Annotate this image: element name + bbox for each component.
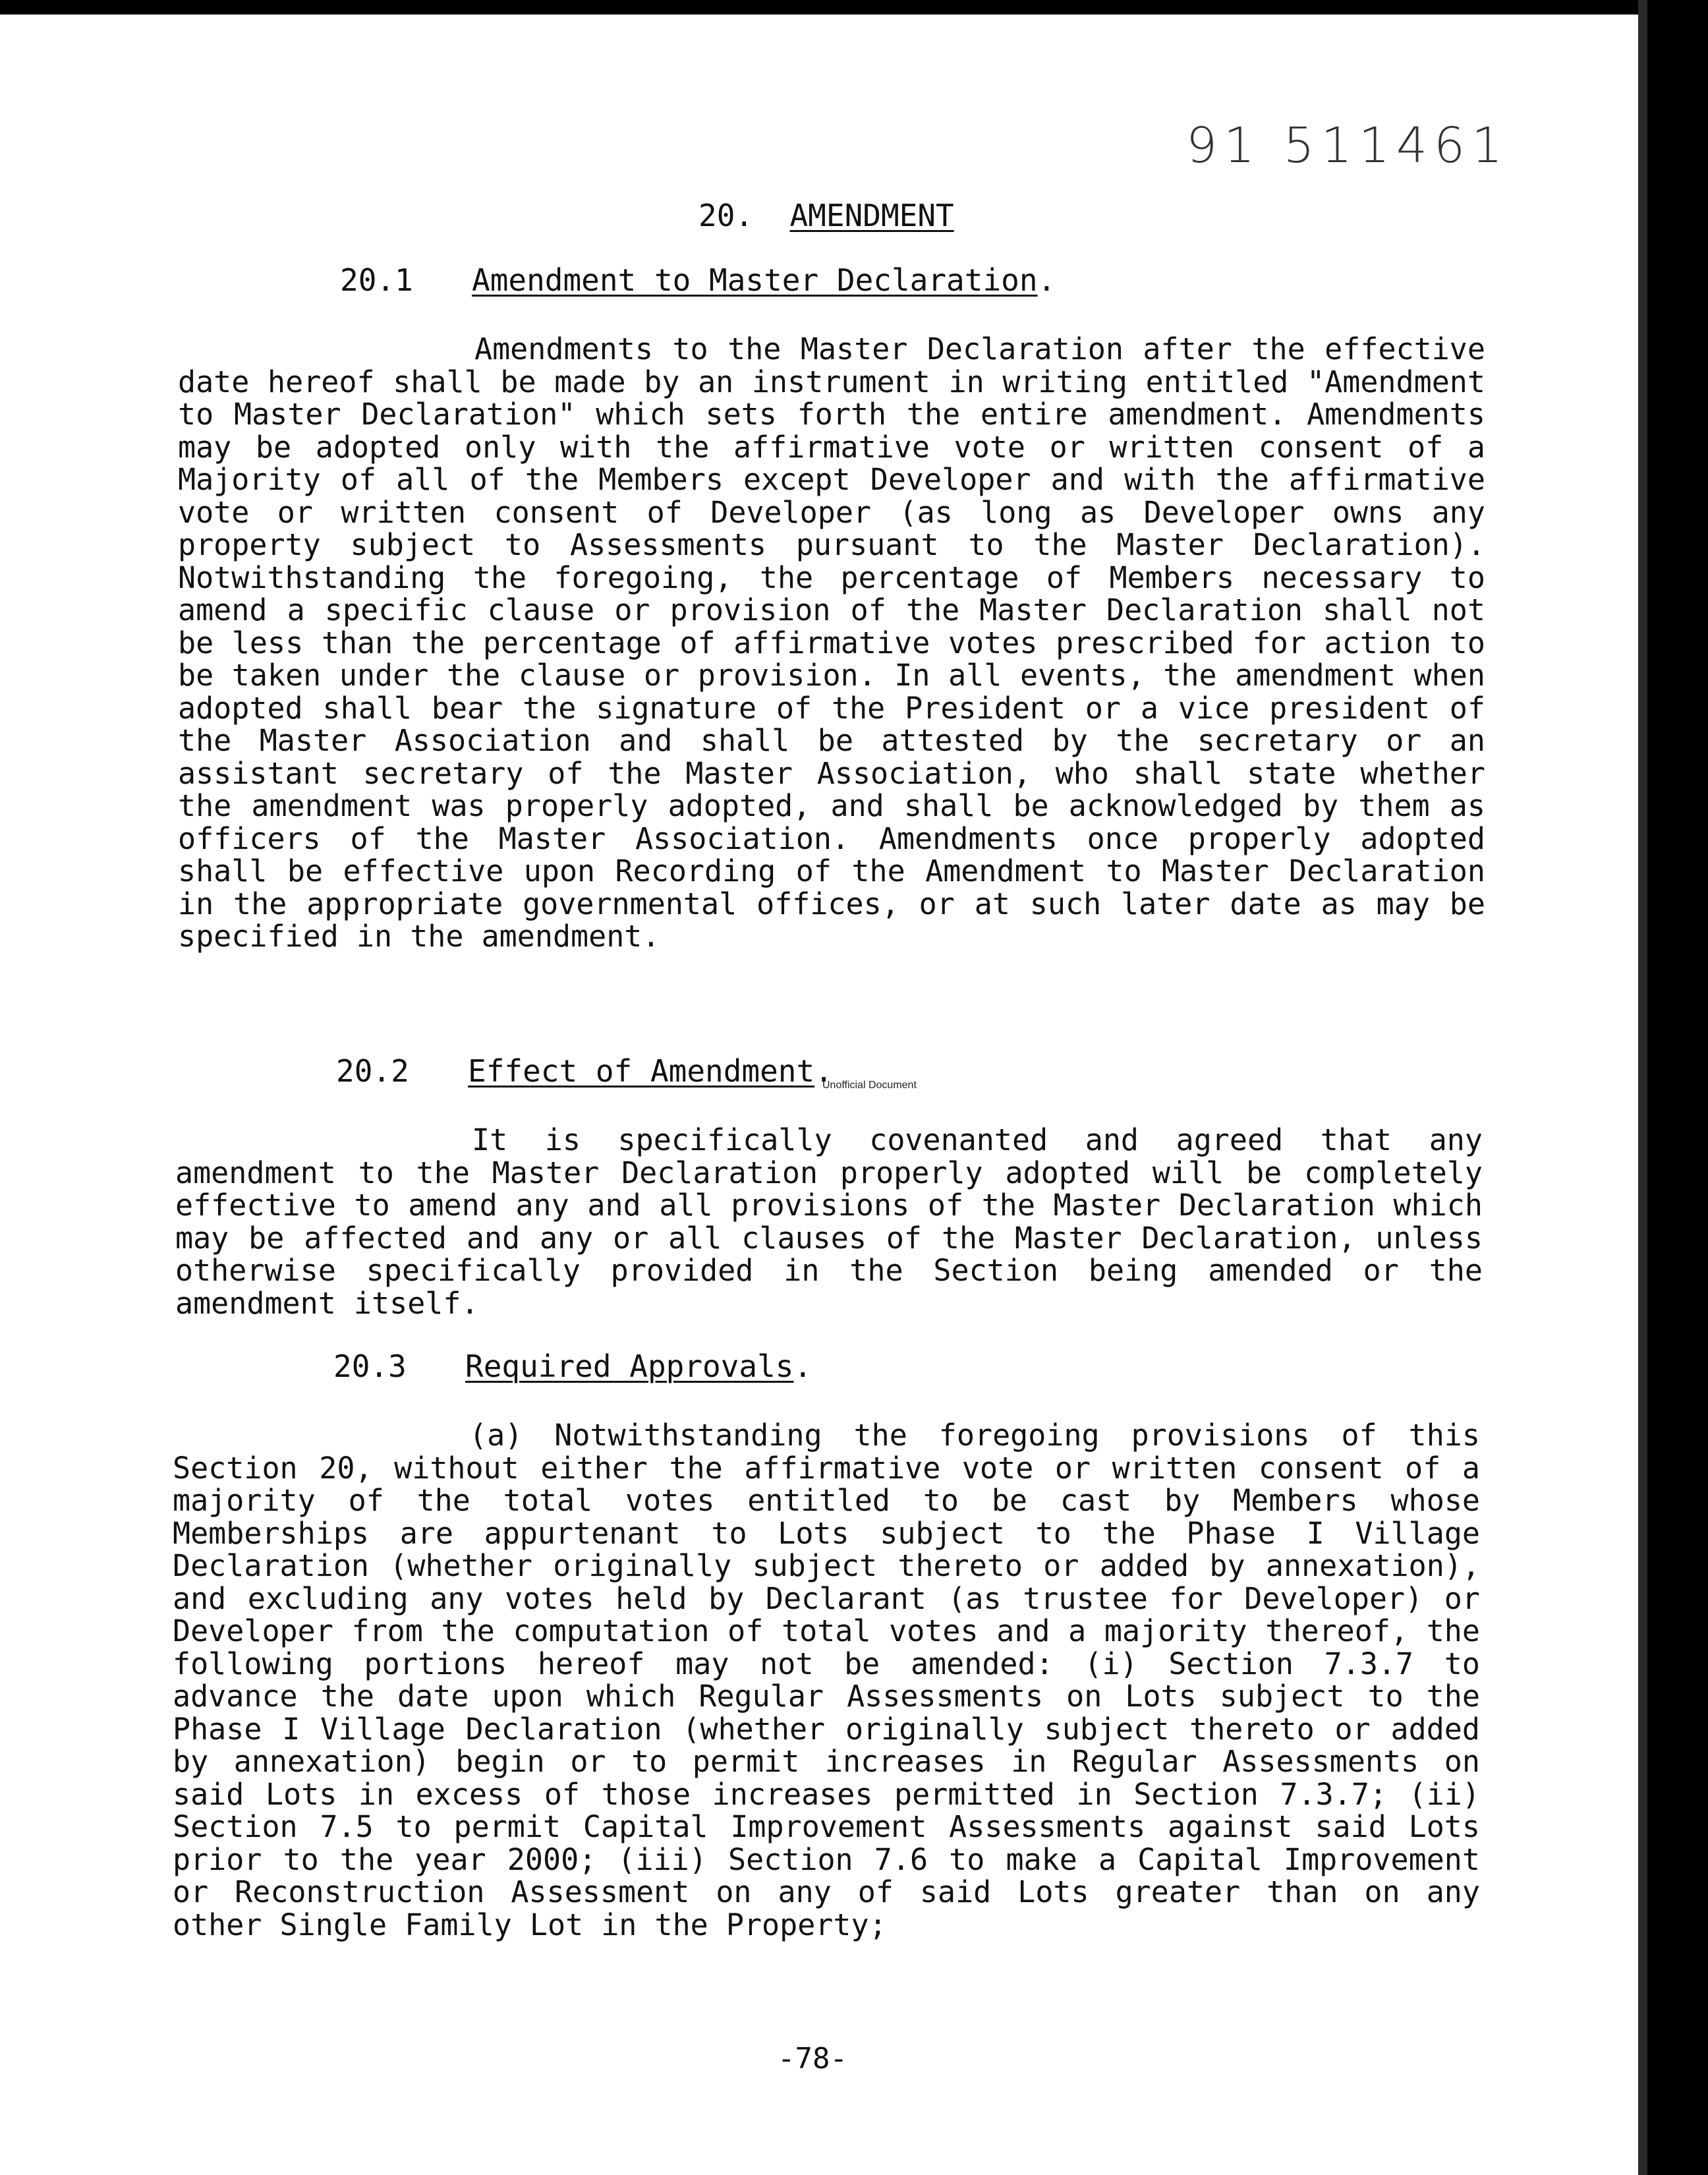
subsection-title: Effect of Amendment [468,1053,815,1089]
subsection-number: 20.1 [340,262,413,298]
paragraph-text: It is specifically covenanted and agreed that any amendment to the Master Declaration properly adopted will be completely effective to amend any and all provisions of the Master Declaration which may be affected and any or all clauses of the Master Declaration, unless otherwise specifically provided in the Section being amended or the amendment itself. [175,1122,1483,1321]
scan-border-right-shadow [1638,0,1647,2175]
subsection-heading-20-1: 20.1 Amendment to Master Declaration. [340,262,1056,298]
document-number: 91 511461 [1186,117,1510,174]
scan-border-right [1647,0,1708,2175]
subsection-title: Required Approvals [465,1348,794,1384]
page-number: -78- [778,2042,847,2075]
section-title: AMENDMENT [789,198,954,233]
paragraph-20-1 [178,333,1485,953]
scan-border-top [0,0,1708,14]
paragraph-20-2 [175,1124,1483,1320]
subsection-title: Amendment to Master Declaration [472,262,1038,298]
subsection-number: 20.3 [333,1348,407,1384]
paragraph-20-3 [173,1419,1480,1941]
subsection-heading-20-3: 20.3 Required Approvals. [333,1348,812,1384]
watermark-label: Unofficial Document [822,1080,917,1091]
subsection-number: 20.2 [336,1053,409,1089]
section-number: 20. [698,198,754,233]
subsection-heading-20-2: 20.2 Effect of Amendment. [336,1053,833,1089]
paragraph-text: (a) Notwithstanding the foregoing provisions of this Section 20, without either the affirmative vote or written consent of a majority of the total votes entitled to be cast by Members whose Memberships are appurtenant to Lots subject to the Phase I Village Declaration (whether originally subject thereto or added by annexation), and excluding any votes held by Declarant (as trustee for Developer) or Developer from the computation of total votes and a majority thereof, the following portions hereof may not be amended: (i) Section 7.3.7 to advance the date upon which Regular Assessments on Lots subject to the Phase I Village Declaration (whether originally subject thereto or added by annexation) begin or to permit increases in Regular Assessments on said Lots in excess of those increases permitted in Section 7.3.7; (ii) Section 7.5 to permit Capital Improvement Assessments against said Lots prior to the year 2000; (iii) Section 7.6 to make a Capital Improvement or Reconstruction Assessment on any of said Lots greater than on any other Single Family Lot in the Property; [173,1418,1480,1942]
section-heading [698,198,954,233]
paragraph-text: Amendments to the Master Declaration after the effective date hereof shall be made by an instrument in writing entitled "Amendment to Master Declaration" which sets forth the entire amendment. Amendments may be adopted only with the affirmative vote or written consent of a Majority of all of the Members except Developer and with the affirmative vote or written consent of Developer (as long as Developer owns any property subject to Assessments pursuant to the Master Declaration). Notwithstanding the foregoing, the percentage of Members necessary to amend a specific clause or provision of the Master Declaration shall not be less than the percentage of affirmative votes prescribed for action to be taken under the clause or provision. In all events, the amendment when adopted shall bear the signature of the President or a vice president of the Master Association and shall be attested by the secretary or an assistant secretary of the Master Association, who shall state whether the amendment was properly adopted, and shall be acknowledged by them as officers of the Master Association. Amendments once properly adopted shall be effective upon Recording of the Amendment to Master Declaration in the appropriate governmental offices, or at such later date as may be specified in the amendment. [178,332,1485,954]
